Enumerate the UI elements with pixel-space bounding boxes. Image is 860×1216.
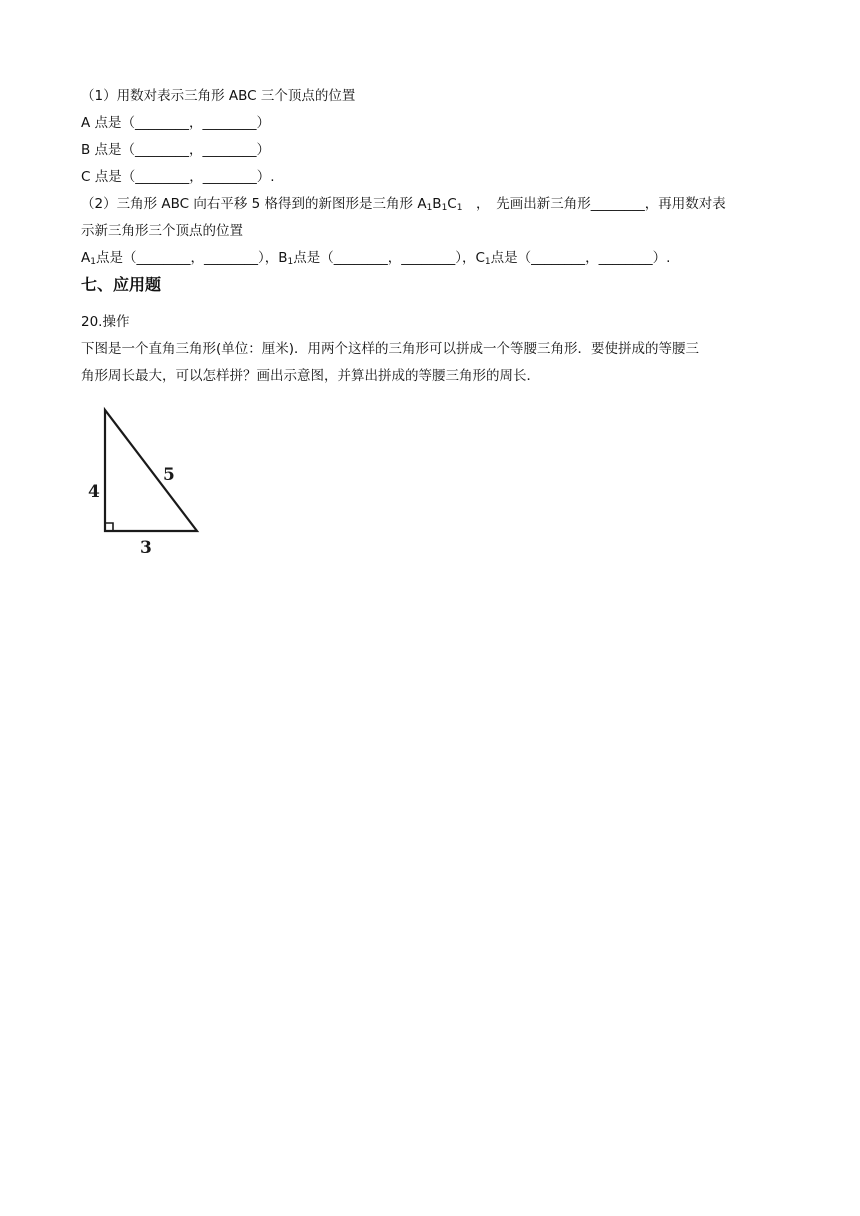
point-a-line: A 点是（________，________） — [81, 115, 271, 131]
sub-index: 1 — [456, 203, 463, 213]
question-text-line2: 角形周长最大，可以怎样拼？画出示意图，并算出拼成的等腰三角形的周长． — [81, 368, 540, 384]
vertex-letter: C — [447, 196, 457, 212]
sub-index: 1 — [441, 203, 448, 213]
sub-index: 1 — [426, 203, 433, 213]
part2-line1 — [81, 194, 726, 214]
part2-line1-post: ， 先画出新三角形________，再用数对表 — [462, 196, 726, 212]
label-hypotenuse: 5 — [163, 465, 175, 485]
sub-index: 1 — [287, 257, 294, 267]
question-number-title: 20.操作 — [81, 314, 130, 330]
point-a1-text: 点是（________，________），B — [95, 250, 288, 266]
sub-index: 1 — [484, 257, 491, 267]
right-triangle-figure — [80, 400, 220, 570]
label-horizontal: 3 — [140, 538, 152, 558]
part2-line3 — [81, 248, 670, 268]
point-c1-text: 点是（________，________）. — [490, 250, 671, 266]
point-b-line: B 点是（________，________） — [81, 142, 271, 158]
question-text-line1: 下图是一个直角三角形(单位：厘米)．用两个这样的三角形可以拼成一个等腰三角形．要使拼成的等腰三 — [81, 341, 700, 357]
point-c-line: C 点是（________，________）. — [81, 169, 275, 185]
part1-heading: （1）用数对表示三角形 ABC 三个顶点的位置 — [81, 88, 356, 104]
triangle-outline — [105, 410, 197, 531]
sub-index: 1 — [90, 257, 96, 267]
part2-line1-pre: （2）三角形 ABC 向右平移 5 格得到的新图形是三角形 A — [81, 196, 427, 212]
point-b1-text: 点是（________，________），C — [293, 250, 485, 266]
vertex-letter: B — [432, 196, 442, 212]
right-angle-marker — [105, 523, 113, 531]
section-title: 七、应用题 — [81, 275, 162, 294]
vertex-letter: A — [81, 250, 91, 266]
label-vertical: 4 — [88, 482, 100, 502]
part2-line2: 示新三角形三个顶点的位置 — [81, 223, 243, 239]
